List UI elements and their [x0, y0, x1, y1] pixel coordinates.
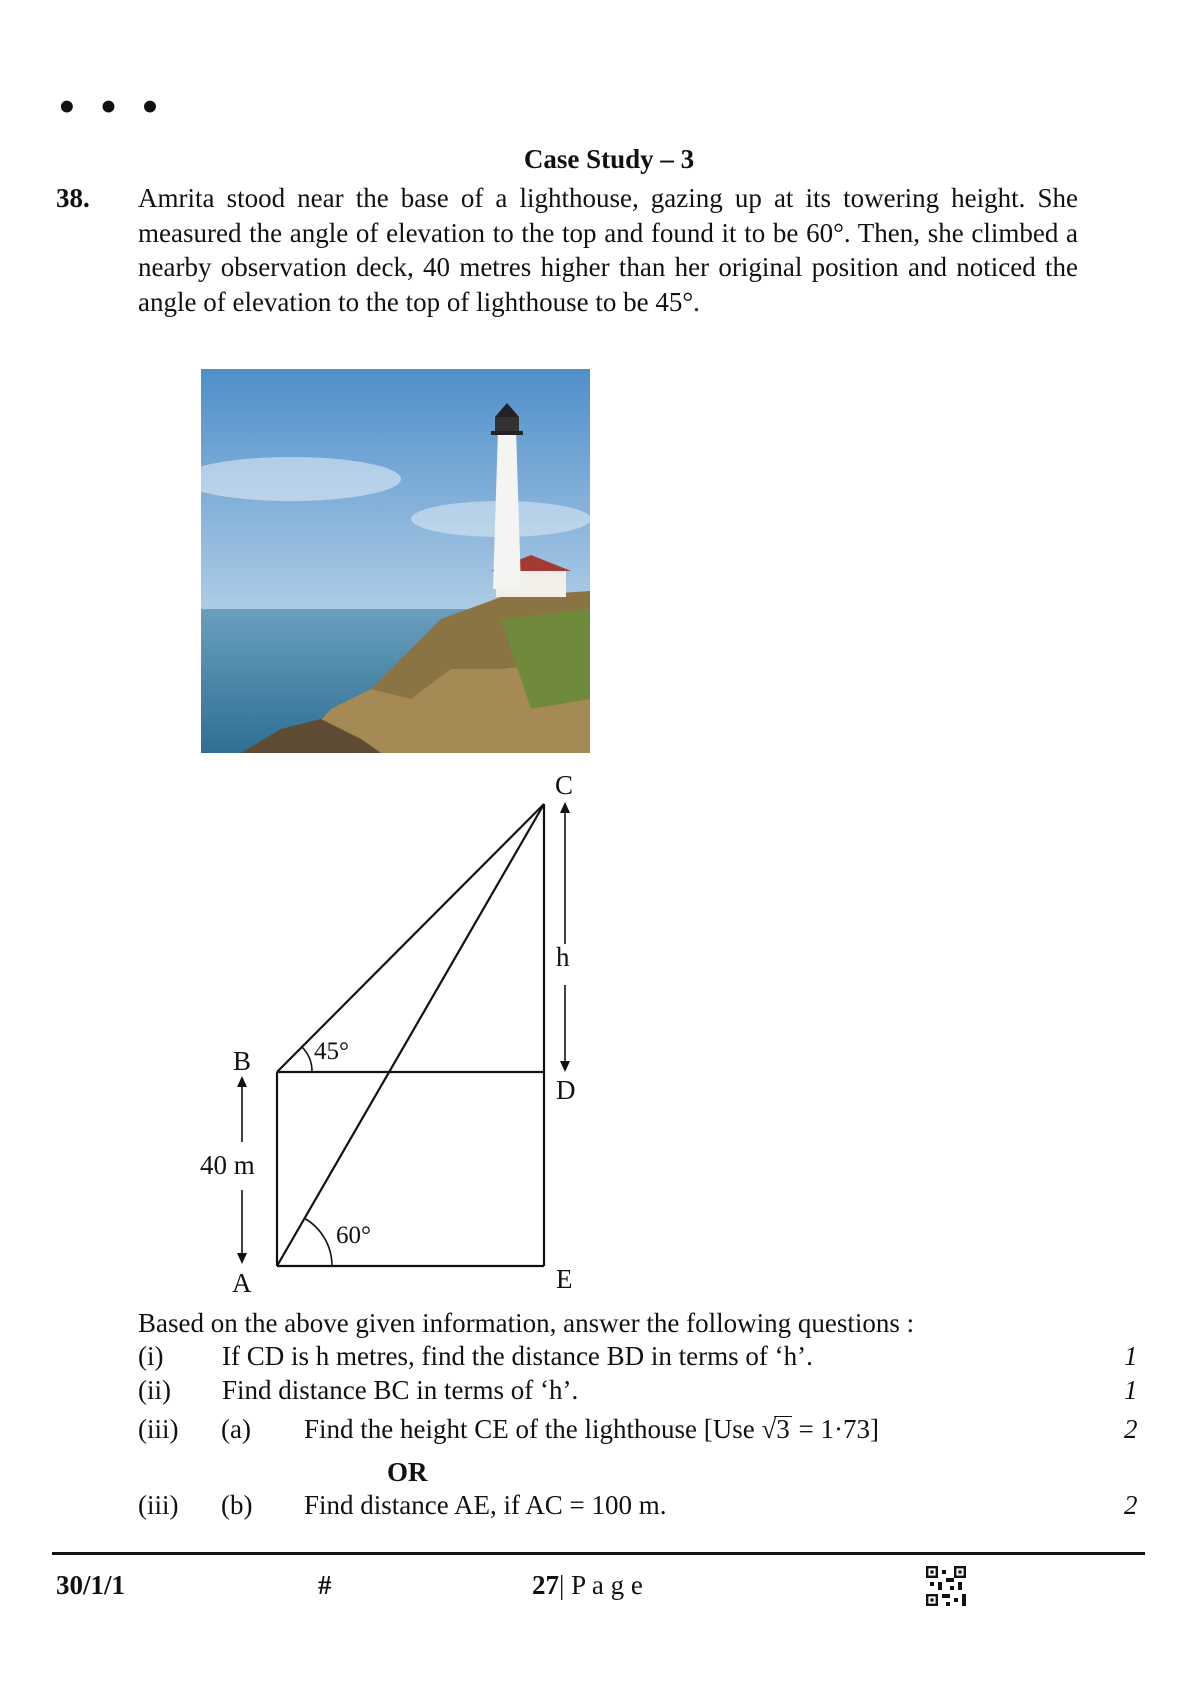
angle-arc-45 [302, 1047, 312, 1072]
q1-number: (i) [138, 1341, 164, 1371]
label-angle-45: 45° [314, 1038, 349, 1065]
q3b-number: (iii) [138, 1490, 179, 1520]
q3b-sub: (b) [221, 1490, 253, 1520]
label-b: B [233, 1046, 252, 1076]
questions-intro: Based on the above given information, answer the following questions : [138, 1308, 915, 1338]
label-h: h [556, 942, 570, 972]
q3a-number: (iii) [138, 1414, 179, 1444]
line-bc [277, 804, 544, 1072]
question-number: 38. [56, 183, 90, 213]
q3a-sub: (a) [221, 1414, 251, 1444]
footer-page [532, 1568, 643, 1602]
page-number: 27 [532, 1570, 559, 1600]
label-d: D [556, 1075, 576, 1105]
q2-number: (ii) [138, 1375, 171, 1405]
lighthouse-photo [201, 369, 590, 753]
case-study-title: Case Study – 3 [523, 144, 695, 174]
label-c: C [555, 770, 574, 800]
line-ac [277, 804, 544, 1266]
q2-marks: 1 [1124, 1375, 1138, 1405]
label-40m: 40 m [200, 1150, 255, 1180]
q3a-text-pre: Find the height CE of the lighthouse [Use [304, 1414, 762, 1444]
label-e: E [556, 1264, 573, 1294]
q3b-text: Find distance AE, if AC = 100 m. [304, 1490, 667, 1520]
q3b-marks: 2 [1124, 1490, 1138, 1520]
footer-code: 30/1/1 [56, 1570, 126, 1600]
qr-code-icon [926, 1566, 966, 1606]
q1-marks: 1 [1124, 1341, 1138, 1371]
footer-hash: # [318, 1570, 332, 1600]
q3a-marks: 2 [1124, 1414, 1138, 1444]
q2-text: Find distance BC in terms of ‘h’. [222, 1375, 579, 1405]
page-label: | P a g e [559, 1570, 643, 1600]
q3a-text-post: = 1·73] [791, 1414, 879, 1444]
q1-text: If CD is h metres, find the distance BD in terms of ‘h’. [222, 1341, 813, 1371]
or-separator: OR [387, 1457, 428, 1487]
sqrt-value: 3 [776, 1414, 790, 1444]
q3a-text: Find the height CE of the lighthouse [Use √3 = 1·73] [304, 1414, 879, 1444]
label-angle-60: 60° [336, 1222, 371, 1249]
geometry-diagram [0, 760, 700, 1320]
footer-divider [52, 1552, 1145, 1555]
angle-arc-60 [304, 1218, 332, 1266]
more-dots: • • • [56, 88, 165, 128]
question-paragraph: Amrita stood near the base of a lighthouse, gazing up at its towering height. She measured the angle of elevation to the top and found it to be 60°. Then, she climbed a nearby observation deck, 40 metres higher than her original position and noticed the angle of elevation to the top of lighthouse to be 45°. [138, 183, 1078, 317]
label-a: A [232, 1268, 252, 1298]
